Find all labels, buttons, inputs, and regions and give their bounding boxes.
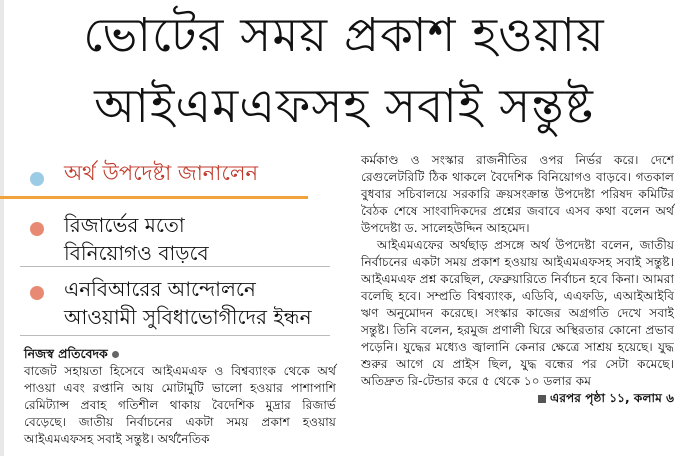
byline-dot-icon bbox=[112, 351, 119, 358]
divider bbox=[20, 266, 330, 267]
bullet-dot-icon bbox=[30, 286, 44, 300]
highlight-text-line: আওয়ামী সুবিধাভোগীদের ইন্ধন bbox=[64, 305, 312, 329]
article-column-left bbox=[24, 345, 336, 448]
article-paragraph: বাজেট সহায়তা হিসেবে আইএমএফ ও বিশ্বব্যাংক থেকে অর্থ পাওয়া এবং রপ্তানি আয় মোটামুটি ভালো হওয়ার পাশাপাশি রেমিট্যান্স প্রবাহ গতিশীল থাকায় বৈদেশিক মুদ্রার রিজার্ভ বেড়েছে। জাতীয় নির্বাচনের একটা সময় প্রকাশ হওয়ায় আইএমএফসহ সবাই সন্তুষ্ট। অর্থনৈতিক bbox=[24, 364, 336, 446]
headline-line-1: ভোটের সময় প্রকাশ হওয়ায় bbox=[83, 8, 605, 63]
byline: নিজস্ব প্রতিবেদক bbox=[24, 346, 108, 361]
bullet-dot-icon bbox=[30, 172, 44, 186]
highlight-text-line: রিজার্ভের মতো bbox=[64, 213, 185, 237]
article-paragraph: আইএমএফের অর্থছাড় প্রসঙ্গে অর্থ উপদেষ্টা বলেন, জাতীয় নির্বাচনের একটা সময় প্রকাশ হওয়ায় আইএমএফসহ সবাই সন্তুষ্ট। আইএমএফ প্রশ্ন করেছিল, ফেব্রুয়ারিতে নির্বাচন হবে কিনা। আমরা বলেছি হবে। সম্প্রতি বিশ্বব্যাংক, এডিবি, এএফডি, এআইআইবি ঋণ অনুমোদন করেছে। সংস্কার কাজের অগ্রগতি দেখে সবাই সন্তুষ্ট। তিনি বলেন, হরমুজ প্রণালী ঘিরে অস্থিরতার কোনো প্রভাব পড়েনি। যুদ্ধের মধ্যেও জ্বালানি কেনার ক্ষেত্রে সাশ্রয় হয়েছে। যুদ্ধ শুরুর আগে যে প্রাইস ছিল, যুদ্ধ বন্ধের পর সেটা কমেছে। অতিদ্রুত রি-টেন্ডার করে ৫ থেকে ১০ ডলার কম bbox=[361, 238, 674, 388]
divider bbox=[20, 335, 330, 336]
highlight-text-line: বিনিয়োগও বাড়বে bbox=[64, 241, 209, 265]
continuation-line bbox=[361, 390, 674, 407]
highlight-text: অর্থ উপদেষ্টা জানালেন bbox=[64, 161, 259, 185]
continuation-text: এরপর পৃষ্ঠা ১১, কলাম ৬ bbox=[550, 391, 674, 405]
article-paragraph: কর্মকাণ্ড ও সংস্কার রাজনীতির ওপর নির্ভর করে। দেশে রেগুলেটরিটি ঠিক থাকলে বৈদেশিক বিনিয়োগও বাড়বে। গতকাল বুধবার সচিবালয়ে সরকারি ক্রয়সংক্রান্ত উপদেষ্টা পরিষদ কমিটির বৈঠক শেষে সাংবাদিকদের প্রশ্নের জবাবে এসব কথা বলেন অর্থ উপদেষ্টা ড. সালেহউদ্দিন আহমেদ। bbox=[361, 153, 674, 235]
highlight-text-line: এনবিআরের আন্দোলনে bbox=[64, 277, 256, 301]
article-column-right bbox=[361, 152, 674, 407]
headline-line-2: আইএমএফসহ সবাই সন্তুষ্ট bbox=[94, 79, 594, 134]
square-bullet-icon bbox=[538, 395, 546, 403]
accent-underline bbox=[0, 196, 308, 199]
bullet-dot-icon bbox=[30, 222, 44, 236]
page-edge-shadow bbox=[0, 0, 4, 456]
